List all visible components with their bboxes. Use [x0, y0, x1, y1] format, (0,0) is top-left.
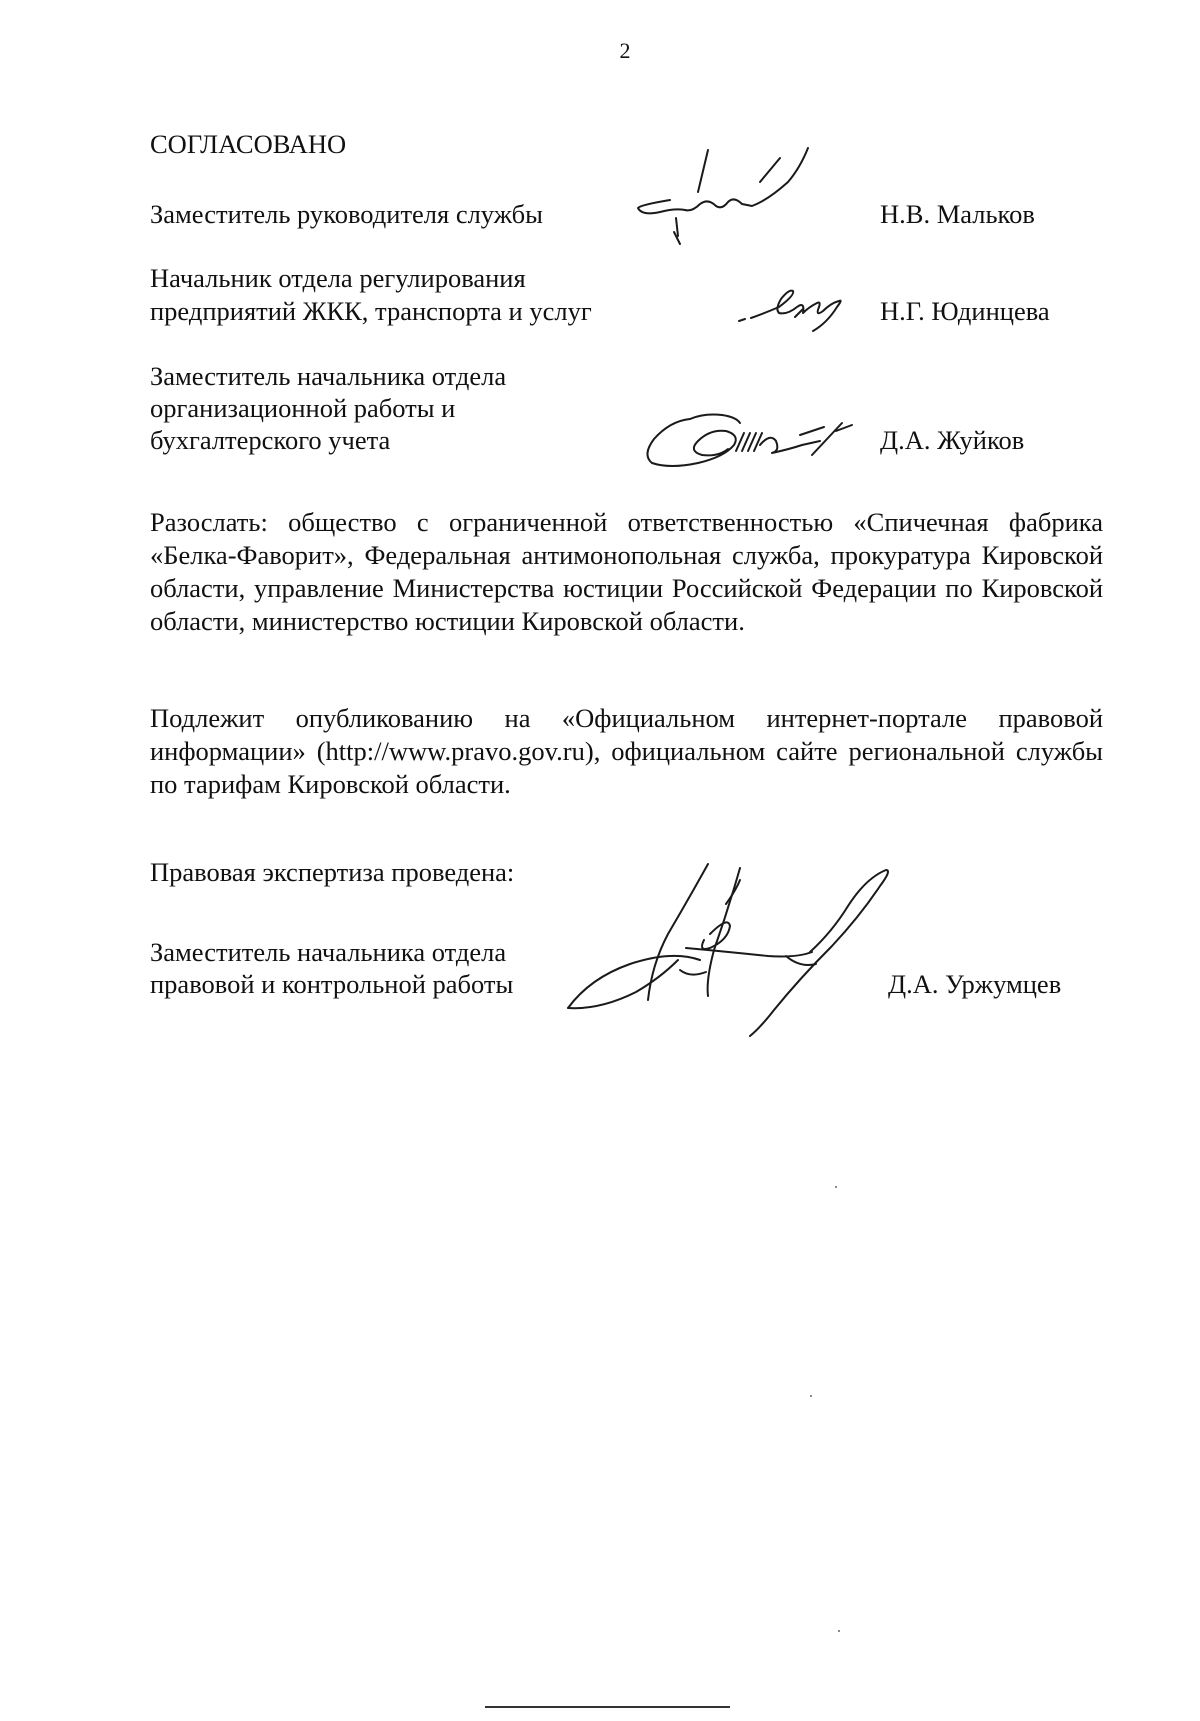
signatory-3-position-line-2: организационной работы и: [150, 393, 456, 423]
scan-speck: [810, 1395, 812, 1397]
publication-paragraph: Подлежит опубликованию на «Официальном интернет-портале правовой информации» (http://www.pravo.gov.ru), официальном сайте региональной службы по тарифам Кировской области.: [150, 703, 1103, 799]
signatory-1-name: Н.В. Мальков: [880, 199, 1035, 229]
signatory-3-position-line-1: Заместитель начальника отдела: [150, 361, 507, 391]
signature-urzhumtsev: [560, 860, 890, 1040]
signature-yudintseva: [735, 285, 865, 345]
page-number: 2: [619, 38, 631, 63]
signature-zhuykov: [640, 405, 865, 480]
scan-speck: [838, 1630, 840, 1632]
signatory-2-position-line-2: предприятий ЖКК, транспорта и услуг: [150, 296, 592, 326]
legal-review-position-line-1: Заместитель начальника отдела: [150, 937, 507, 967]
legal-review-position-line-2: правовой и контрольной работы: [150, 969, 514, 999]
scan-speck: [835, 1186, 837, 1188]
signatory-3-position-line-3: бухгалтерского учета: [150, 425, 391, 455]
approval-heading: СОГЛАСОВАНО: [150, 129, 347, 159]
signatory-1-position-line-1: Заместитель руководителя службы: [150, 199, 543, 229]
signatory-3-name: Д.А. Жуйков: [880, 425, 1025, 455]
legal-review-name: Д.А. Уржумцев: [888, 969, 1062, 999]
bottom-edge-line: [485, 1706, 730, 1708]
legal-review-statement: Правовая экспертиза проведена:: [150, 857, 515, 887]
distribution-paragraph: Разослать: общество с ограниченной ответственностью «Спичечная фабрика «Белка-Фаворит», Федеральная антимонопольная служба, прокуратура Кировской области, управление Министерства юстиции Российской Федерации по Кировской области, министерство юстиции Кировской области.: [150, 507, 1103, 636]
signatory-2-name: Н.Г. Юдинцева: [880, 296, 1050, 326]
signature-malkov: [630, 140, 850, 270]
signatory-2-position-line-1: Начальник отдела регулирования: [150, 263, 526, 293]
